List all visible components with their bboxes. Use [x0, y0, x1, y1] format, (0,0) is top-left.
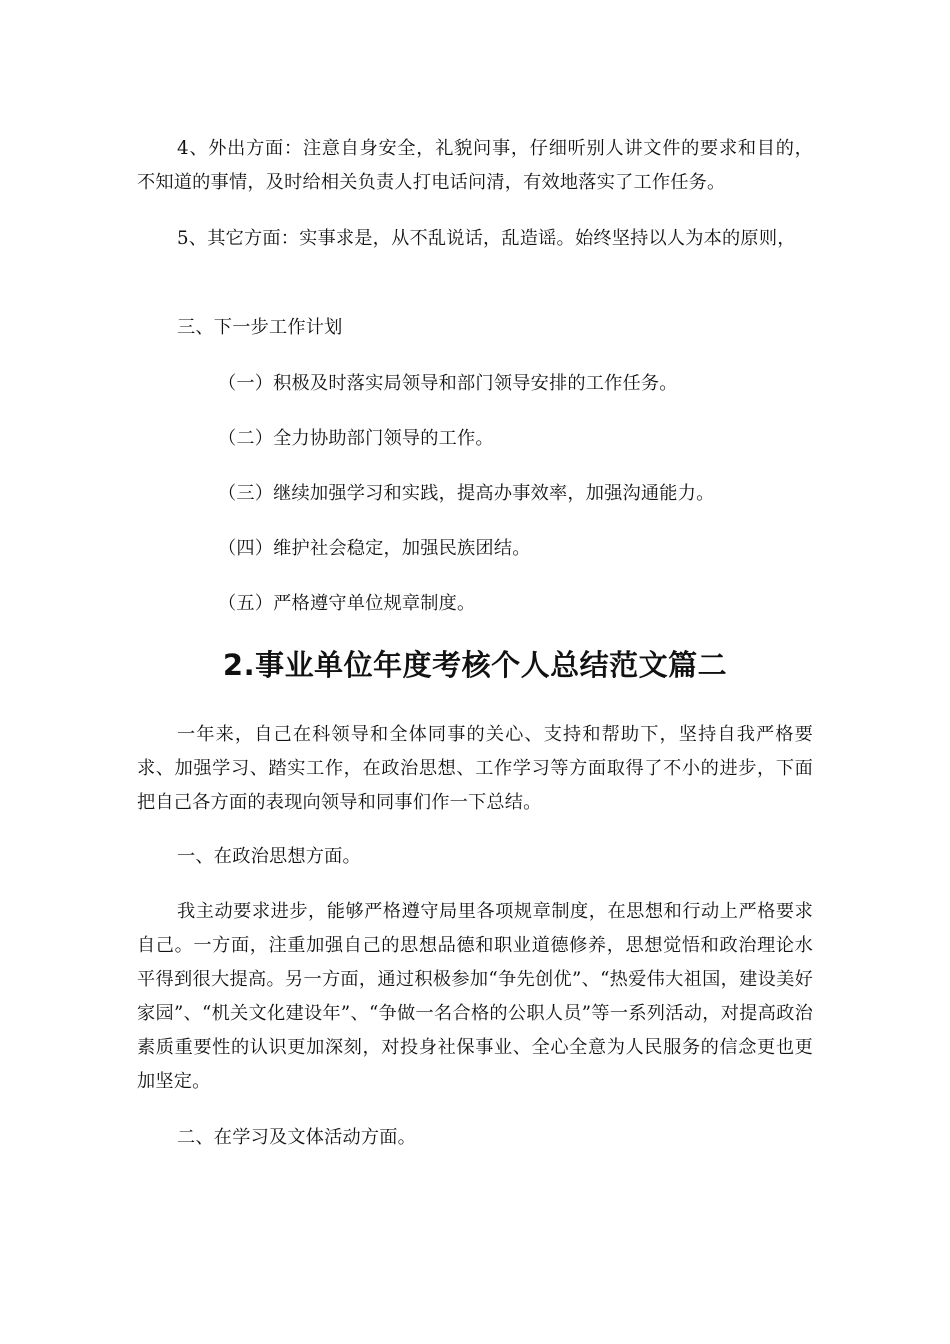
paragraph-political: 我主动要求进步，能够严格遵守局里各项规章制度，在思想和行动上严格要求自己。一方面，注重加强自己的思想品德和职业道德修养，思想觉悟和政治理论水平得到很大提高。另一方面，通过积极参加“争先创优”、“热爱伟大祖国，建设美好家园”、“机关文化建设年”、“争做一名合格的公职人员”等一系列活动，对提高政治素质重要性的认识更加深刻，对投身社保事业、全心全意为人民服务的信念更也更加坚定。 — [137, 901, 813, 1092]
plan-item-2: （二）全力协助部门领导的工作。 — [218, 428, 494, 449]
plan-item-3: （三）继续加强学习和实践，提高办事效率，加强沟通能力。 — [218, 483, 715, 504]
plan-item-5: （五）严格遵守单位规章制度。 — [218, 593, 476, 614]
plan-item-4: （四）维护社会稳定，加强民族团结。 — [218, 538, 531, 559]
section-heading-political: 一、在政治思想方面。 — [177, 846, 361, 867]
plan-item-1: （一）积极及时落实局领导和部门领导安排的工作任务。 — [218, 373, 678, 394]
paragraph-other: 5、其它方面：实事求是，从不乱说话，乱造谣。始终坚持以人为本的原则， — [177, 228, 796, 249]
article-heading: 2.事业单位年度考核个人总结范文篇二 — [222, 648, 728, 682]
section-heading-next-plan: 三、下一步工作计划 — [177, 317, 343, 338]
paragraph-intro: 一年来，自己在科领导和全体同事的关心、支持和帮助下，坚持自我严格要求、加强学习、踏实工作，在政治思想、工作学习等方面取得了不小的进步，下面把自己各方面的表现向领导和同事们作一下总结。 — [137, 724, 813, 813]
section-heading-study: 二、在学习及文体活动方面。 — [177, 1127, 417, 1148]
paragraph-outing: 4、外出方面：注意自身安全，礼貌问事，仔细听别人讲文件的要求和目的，不知道的事情，及时给相关负责人打电话问清，有效地落实了工作任务。 — [137, 138, 813, 193]
